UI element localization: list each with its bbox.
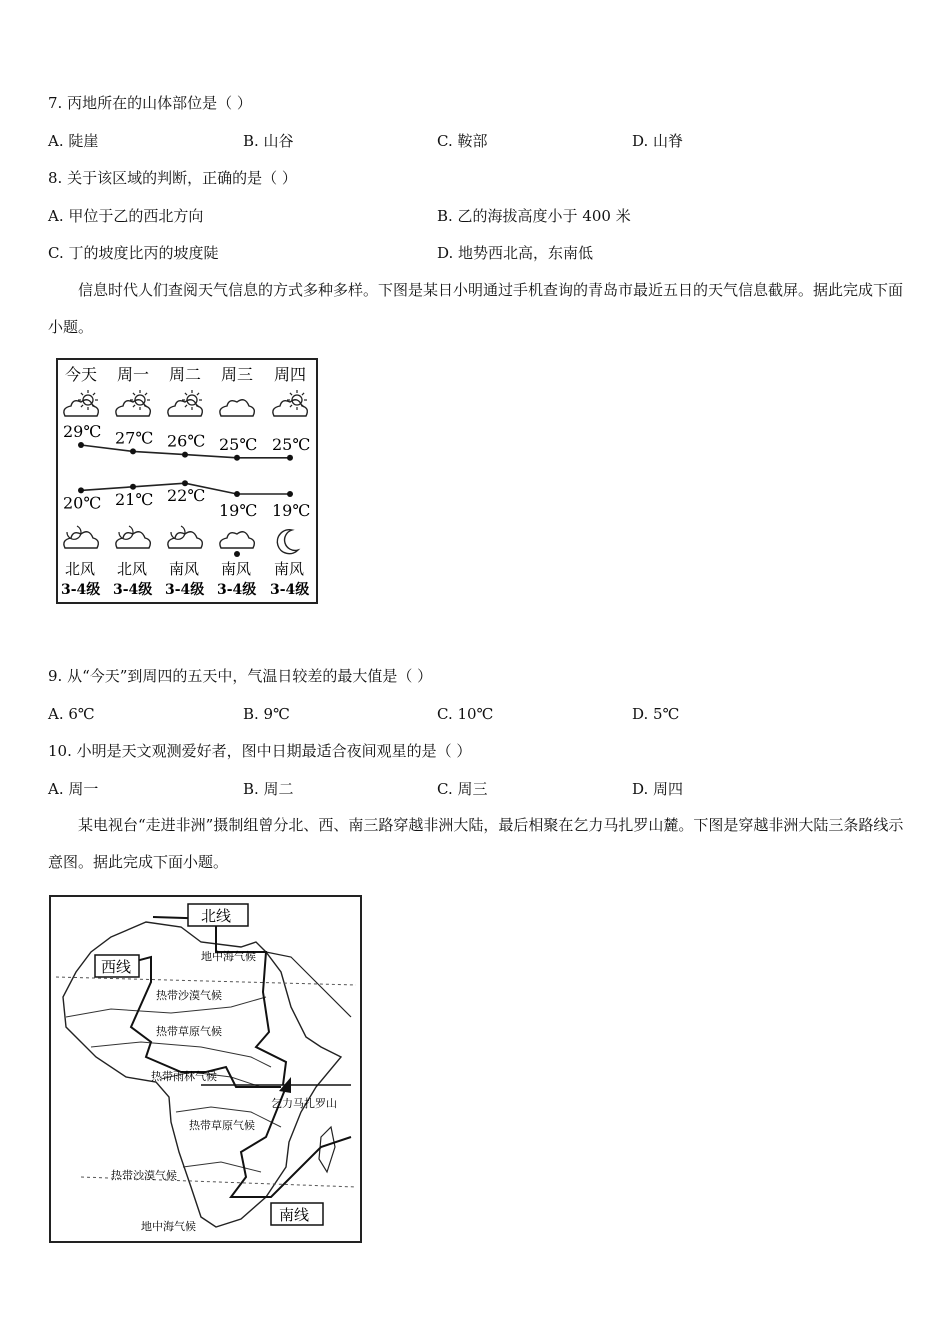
high-temp-label: 27℃ — [115, 428, 154, 448]
q10-option-d[interactable]: D. 周四 — [632, 780, 684, 798]
q7-stem: 7. 丙地所在的山体部位是（ ） — [48, 94, 252, 112]
weather-chart — [58, 360, 316, 602]
west-route-label: 西线 — [101, 958, 132, 976]
wind-direction: 南风 — [274, 560, 305, 578]
cloudy-moon-icon — [64, 526, 98, 548]
q10-option-a[interactable]: A. 周一 — [48, 780, 99, 798]
wind-direction: 南风 — [221, 560, 252, 578]
climate-label: 热带沙漠气候 — [111, 1169, 177, 1182]
high-temp-point — [78, 442, 84, 448]
madagascar-island — [319, 1127, 335, 1172]
west-route-label-box — [95, 955, 139, 977]
q7-option-a[interactable]: A. 陡崖 — [48, 132, 99, 150]
low-temp-point — [287, 491, 293, 497]
climate-label: 热带沙漠气候 — [156, 989, 222, 1002]
q8-option-a[interactable]: A. 甲位于乙的西北方向 — [48, 207, 204, 225]
rain-cloud-icon — [220, 532, 254, 557]
partly-cloudy-icon — [273, 390, 307, 416]
high-temp-point — [130, 448, 136, 454]
high-temp-label: 29℃ — [63, 422, 102, 441]
moon-icon — [277, 530, 298, 554]
q9-option-d[interactable]: D. 5℃ — [632, 705, 680, 723]
north-route-label: 北线 — [201, 907, 232, 925]
wind-level: 3-4级 — [165, 582, 205, 598]
wind-level: 3-4级 — [270, 582, 310, 598]
low-temp-label: 19℃ — [272, 501, 311, 520]
partly-cloudy-icon — [116, 390, 150, 416]
low-temp-label: 19℃ — [219, 501, 258, 520]
q9-option-a[interactable]: A. 6℃ — [48, 705, 95, 723]
day-label: 周四 — [274, 365, 307, 384]
wind-direction: 北风 — [117, 560, 148, 578]
partly-cloudy-icon — [168, 390, 202, 416]
q9-option-b[interactable]: B. 9℃ — [243, 705, 290, 723]
day-label: 周二 — [169, 365, 202, 384]
q8-option-c[interactable]: C. 丁的坡度比丙的坡度陡 — [48, 244, 219, 262]
high-temp-point — [287, 455, 293, 461]
climate-label: 地中海气候 — [201, 950, 256, 963]
high-temp-point — [182, 452, 188, 458]
q10-option-b[interactable]: B. 周二 — [243, 780, 294, 798]
cloudy-icon — [220, 400, 254, 416]
kilimanjaro-label: 乞力马扎罗山 — [271, 1097, 337, 1110]
q7-option-c[interactable]: C. 鞍部 — [437, 132, 488, 150]
climate-label: 热带草原气候 — [156, 1025, 222, 1038]
south-route-label-box — [271, 1203, 323, 1225]
wind-level: 3-4级 — [113, 582, 153, 598]
wind-direction: 南风 — [169, 560, 200, 578]
wind-level: 3-4级 — [217, 582, 257, 598]
wind-direction: 北风 — [65, 560, 96, 578]
weather-figure — [56, 358, 318, 604]
partly-cloudy-icon — [64, 390, 98, 416]
cloudy-moon-icon — [116, 526, 150, 548]
high-temp-point — [234, 455, 240, 461]
q8-option-d[interactable]: D. 地势西北高，东南低 — [437, 244, 594, 262]
africa-route-map — [49, 895, 362, 1243]
q9-option-c[interactable]: C. 10℃ — [437, 705, 494, 723]
q8-option-b[interactable]: B. 乙的海拔高度小于 400 米 — [437, 207, 631, 225]
passage-weather: 信息时代人们查阅天气信息的方式多种多样。下图是某日小明通过手机查询的青岛市最近五日的天气信息截屏。据此完成下面小题。 — [48, 281, 904, 336]
low-temp-label: 22℃ — [167, 486, 206, 506]
day-label: 周三 — [221, 365, 254, 384]
climate-label: 热带草原气候 — [189, 1119, 255, 1132]
passage-africa: 某电视台“走进非洲”摄制组曾分北、西、南三路穿越非洲大陆，最后相聚在乞力马扎罗山麓。下图是穿越非洲大陆三条路线示意图。据此完成下面小题。 — [48, 816, 904, 871]
day-label: 周一 — [117, 365, 150, 384]
west-route-line — [121, 957, 281, 1087]
high-temp-label: 25℃ — [272, 434, 311, 454]
q7-option-d[interactable]: D. 山脊 — [632, 132, 684, 150]
high-temp-label: 26℃ — [167, 431, 206, 451]
wind-level: 3-4级 — [61, 582, 101, 598]
q7-option-b[interactable]: B. 山谷 — [243, 132, 294, 150]
high-temp-label: 25℃ — [219, 434, 258, 454]
africa-map-svg — [51, 897, 360, 1241]
low-temp-point — [234, 491, 240, 497]
north-route-label-box — [188, 904, 248, 926]
q10-stem: 10. 小明是天文观测爱好者，图中日期最适合夜间观星的是（ ） — [48, 742, 472, 760]
q10-option-c[interactable]: C. 周三 — [437, 780, 488, 798]
climate-label: 地中海气候 — [141, 1220, 196, 1233]
q9-stem: 9. 从“今天”到周四的五天中，气温日较差的最大值是（ ） — [48, 667, 433, 685]
low-temp-label: 21℃ — [115, 489, 154, 509]
low-temp-label: 20℃ — [63, 493, 102, 513]
day-label: 今天 — [65, 365, 98, 384]
climate-label: 热带雨林气候 — [151, 1070, 217, 1083]
south-route-label: 南线 — [279, 1206, 310, 1224]
cloudy-moon-icon — [168, 526, 202, 548]
q8-stem: 8. 关于该区域的判断，正确的是（ ） — [48, 169, 297, 187]
